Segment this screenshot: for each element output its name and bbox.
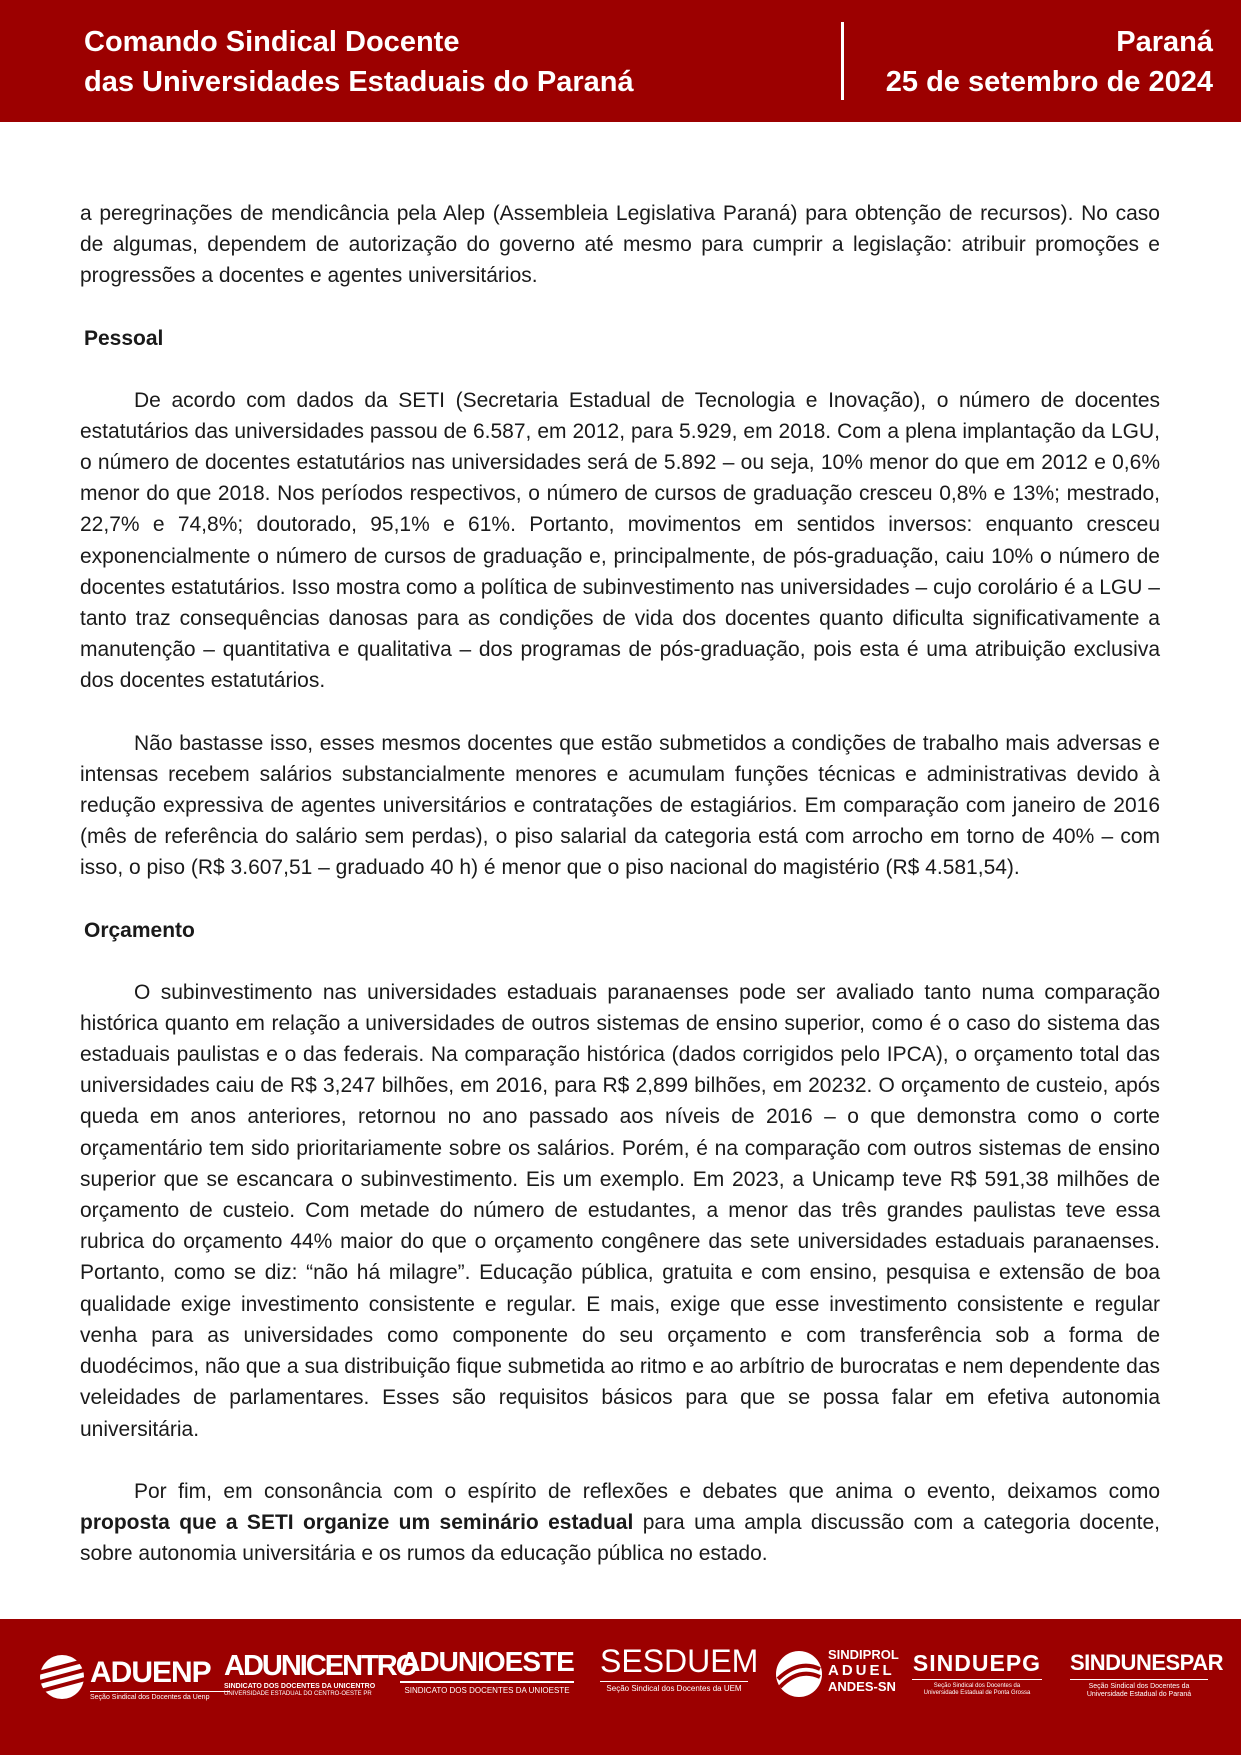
logo-adunicentro-sub1: SINDICATO DOS DOCENTES DA UNICENTRO — [224, 1683, 376, 1690]
logo-aduel-name: ADUEL — [828, 1662, 895, 1679]
header-divider — [841, 22, 844, 100]
header-org-line2: das Universidades Estaduais do Paraná — [84, 66, 634, 98]
paragraph-final-end: para uma ampla discussão com a categoria docente, sobre autonomia universitária e os rumos da educação pública no estado. — [80, 1510, 1160, 1566]
logo-adunicentro-name: ADUNICENTRO — [224, 1650, 417, 1682]
logo-aduenp-name: ADUENP — [90, 1656, 211, 1689]
logo-sindunespar-sub1: Seção Sindical dos Docentes da — [1070, 1679, 1208, 1691]
page-header — [0, 0, 1241, 122]
paragraph-final — [80, 1476, 1160, 1570]
logo-sindiprol-aduel — [774, 1647, 899, 1703]
paragraph-final-start: Por fim, em consonância com o espírito de reflexões e debates que anima o evento, deixamos como — [134, 1479, 1160, 1503]
logo-adunicentro — [224, 1649, 417, 1698]
logo-andes-name: ANDES-SN — [828, 1679, 896, 1694]
logo-sindunespar — [1070, 1649, 1224, 1699]
logo-sinduepg-sub1: Seção Sindical dos Docentes da — [912, 1679, 1042, 1690]
logo-sindiprol-name: SINDIPROL — [828, 1647, 899, 1662]
logo-sinduepg-name: SINDUEPG — [912, 1650, 1042, 1676]
header-organization — [84, 22, 634, 102]
logo-adunioeste-name: ADUNIOESTE — [400, 1646, 574, 1677]
stripes-globe-icon — [38, 1653, 86, 1701]
header-date: 25 de setembro de 2024 — [885, 66, 1213, 98]
swirl-globe-icon — [774, 1649, 824, 1699]
logo-sindunespar-sub2: Universidade Estadual do Paraná — [1086, 1691, 1192, 1698]
logo-sesduem-name: SESDUEM — [600, 1643, 759, 1679]
paragraph-intro: a peregrinações de mendicância pela Alep (Assembleia Legislativa Paraná) para obtenção de recursos). No caso de algumas, dependem de autorização do governo até mesmo para cumprir a legislação: atribuir promoções e progressões a docentes e agentes universitários. — [80, 202, 1160, 288]
paragraph-final-proposal: proposta que a SETI organize um seminário estadual — [80, 1510, 634, 1534]
header-place-date — [886, 22, 1213, 102]
document-body — [80, 198, 1160, 1569]
logo-sesduem-sub: Seção Sindical dos Docentes da UEM — [600, 1681, 748, 1694]
paragraph-pessoal-2: Não bastasse isso, esses mesmos docentes que estão submetidos a condições de trabalho mais adversas e intensas recebem salários substancialmente menores e acumulam funções técnicas e administrativas devido à redução expressiva de agentes universitários e contratações de estagiários. Em comparação com janeiro de 2016 (mês de referência do salário sem perdas), o piso salarial da categoria está com arrocho em torno de 40% – com isso, o piso (R$ 3.607,51 – graduado 40 h) é menor que o piso nacional do magistério (R$ 4.581,54). — [80, 731, 1160, 880]
header-place: Paraná — [1116, 26, 1213, 58]
logo-adunicentro-sub2: UNIVERSIDADE ESTADUAL DO CENTRO-OESTE PR — [224, 1691, 372, 1697]
logo-adunioeste-sub: SINDICATO DOS DOCENTES DA UNIOESTE — [400, 1681, 574, 1695]
logo-aduenp-sub: Seção Sindical dos Docentes da Uenp — [90, 1691, 230, 1702]
paragraph-pessoal-1: De acordo com dados da SETI (Secretaria Estadual de Tecnologia e Inovação), o número de docentes estatutários das universidades passou de 6.587, em 2012, para 5.929, em 2018. Com a plena implantação da LGU, o número de docentes estatutários nas universidades será de 5.892 – ou seja, 10% menor do que em 2012 e 0,6% menor do que 2018. Nos períodos respectivos, o número de cursos de graduação cresceu 0,8% e 13%; mestrado, 22,7% e 74,8%; doutorado, 95,1% e 61%. Portanto, movimentos em sentidos inversos: enquanto cresceu exponencialmente o número de cursos de graduação e, principalmente, de pós-graduação, caiu 10% o número de docentes estatutários. Isso mostra como a política de subinvestimento nas universidades – cujo corolário é a LGU – tanto traz consequências danosas para as condições de vida dos docentes quanto dificulta significativamente a manutenção – quantitativa e qualitativa – dos programas de pós-graduação, pois esta é uma atribuição exclusiva dos docentes estatutários. — [80, 388, 1160, 693]
logo-sindunespar-name: SINDUNESPAR — [1070, 1650, 1224, 1675]
logo-sinduepg — [912, 1649, 1042, 1697]
paragraph-orcamento: O subinvestimento nas universidades estaduais paranaenses pode ser avaliado tanto numa comparação histórica quanto em relação a universidades de outros sistemas de ensino superior, como é o caso do sistema das estaduais paulistas e o das federais. Na comparação histórica (dados corrigidos pelo IPCA), o orçamento total das universidades caiu de R$ 3,247 bilhões, em 2016, para R$ 2,899 bilhões, em 20232. O orçamento de custeio, após queda em anos anteriores, retornou no ano passado aos níveis de 2016 – o que demonstra como o corte orçamentário tem sido prioritariamente sobre os salários. Porém, é na comparação com outros sistemas de ensino superior que se escancara o subinvestimento. Eis um exemplo. Em 2023, a Unicamp teve R$ 591,38 milhões de orçamento de custeio. Com metade do número de estudantes, a menor das três grandes paulistas teve essa rubrica do orçamento 44% maior do que o orçamento congênere das sete universidades estaduais paranaenses. Portanto, como se diz: “não há milagre”. Educação pública, gratuita e com ensino, pesquisa e extensão de boa qualidade exige investimento consistente e regular. E mais, exige que esse investimento consistente e regular venha para as universidades como componente do seu orçamento e com transferência sob a forma de duodécimos, não que a sua distribuição fique submetida ao ritmo e ao arbítrio de burocratas e nem dependente das veleidades de parlamentares. Esses são requisitos básicos para que se possa falar em efetiva autonomia universitária. — [80, 980, 1160, 1441]
logo-sesduem — [600, 1643, 759, 1694]
logo-adunioeste — [400, 1645, 574, 1695]
logo-sinduepg-sub2: Universidade Estadual de Ponta Grossa — [923, 1690, 1031, 1696]
section-heading-pessoal: Pessoal — [84, 326, 164, 350]
header-org-line1: Comando Sindical Docente — [84, 26, 460, 58]
section-heading-orcamento: Orçamento — [84, 918, 195, 942]
page-footer — [0, 1619, 1241, 1755]
